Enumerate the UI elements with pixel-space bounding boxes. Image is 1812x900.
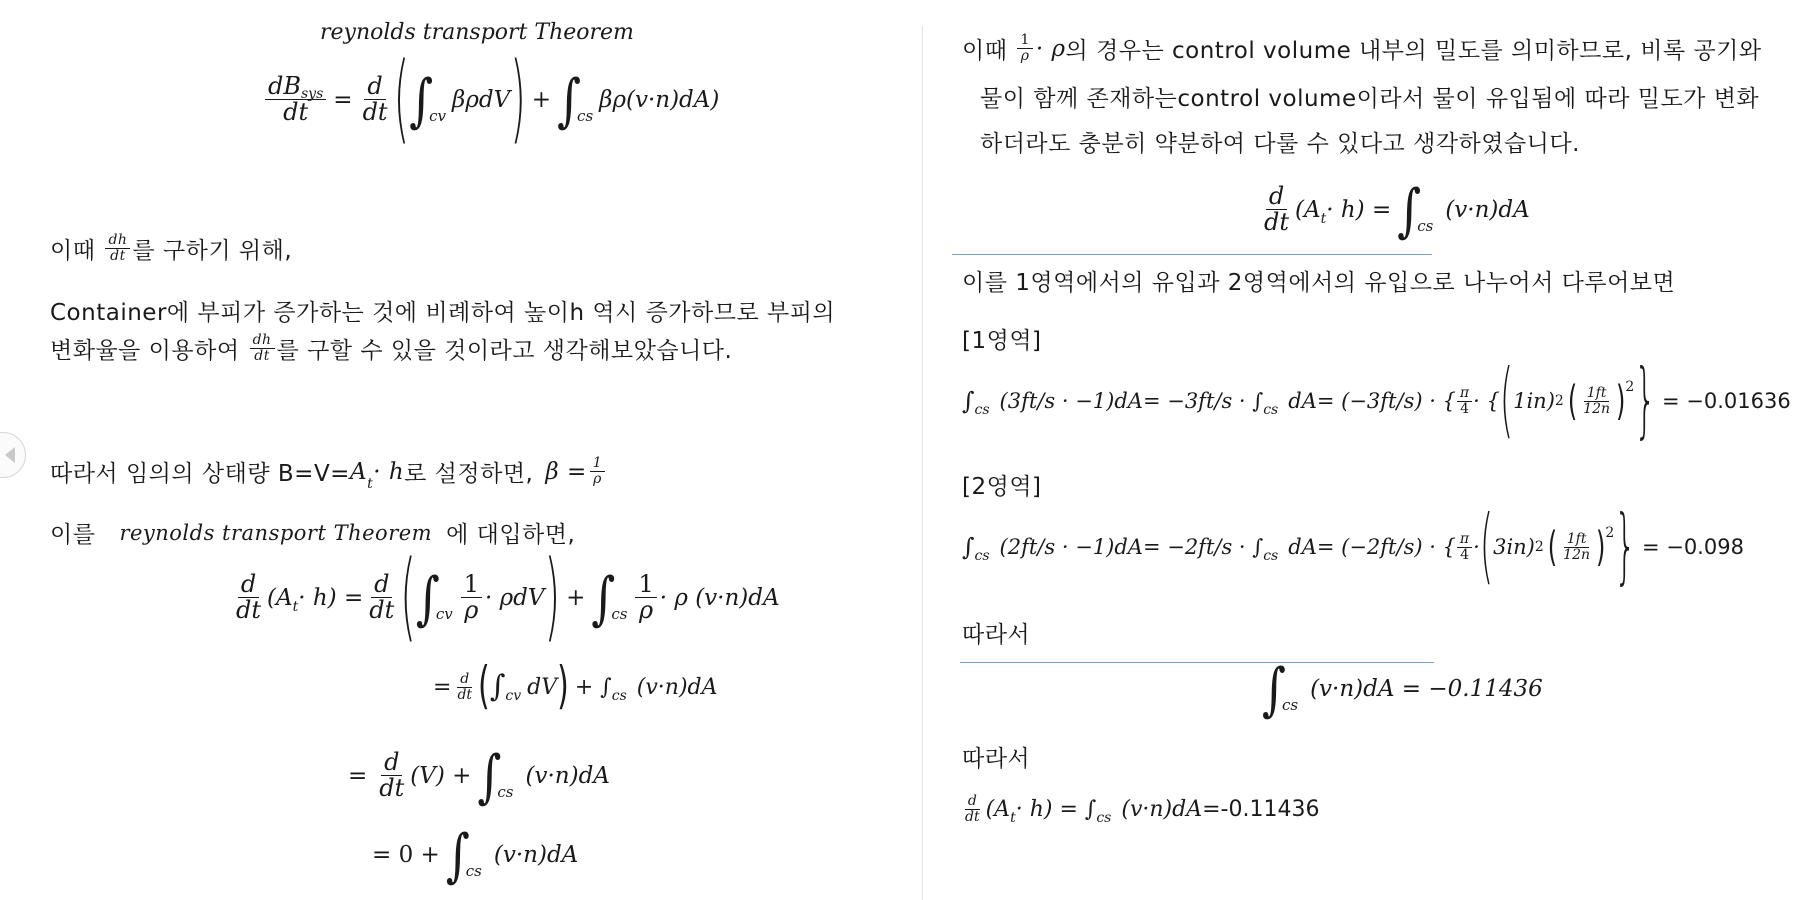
p4-theorem: reynolds transport Theorem xyxy=(119,520,433,545)
eq1-equals: = xyxy=(333,86,353,113)
eq2-int2-sub: cs xyxy=(611,604,628,623)
r1-pi-den: 4 xyxy=(1460,400,1469,417)
p4-prefix: 이를 xyxy=(50,522,96,548)
eq2-frac-den: ρ xyxy=(464,596,479,625)
req1-int-sub: cs xyxy=(1417,216,1434,235)
paragraph-split-regions: 이를 1영역에서의 유입과 2영역에서의 유입으로 나누어서 다루어보면 xyxy=(962,270,1676,296)
eq1-d-num: d xyxy=(364,74,385,100)
r2-conv-num: 1ft xyxy=(1564,532,1590,548)
p3-prefix: 따라서 임의의 상태량 B=V= xyxy=(50,461,350,487)
eq1-lhs-num: dB xyxy=(268,72,301,100)
r1-b-sub: cs xyxy=(1263,402,1279,418)
integral-sign: ∫ xyxy=(489,669,506,705)
paragraph-container-line1: Container에 부피가 증가하는 것에 비례하여 높이h 역시 증가하므로 부피의 xyxy=(50,300,836,326)
paragraph-state-variable xyxy=(50,455,608,492)
eq1-int1-body: βρdV xyxy=(452,86,511,113)
eq2-frac-num: 1 xyxy=(461,572,482,598)
r2-pi-den: 4 xyxy=(1460,546,1469,563)
eq2-plus: + xyxy=(566,584,586,611)
p3-expr: A xyxy=(349,458,368,485)
integral-sign: ∫ xyxy=(477,741,502,810)
eq1-int2-sub: cs xyxy=(577,106,594,125)
p2-frac-den: dt xyxy=(254,348,270,364)
eq2-int2-body: · ρ (v·n)dA xyxy=(659,584,780,611)
final-lhs-tail: · h) = ∫ xyxy=(1015,796,1097,822)
req1-lhs: (A xyxy=(1295,196,1321,223)
final-body: (v·n)dA= xyxy=(1121,796,1221,822)
integral-sign: ∫ xyxy=(557,65,582,134)
eq2-lhs-sub: t xyxy=(292,598,299,615)
eq2-int1-sub: cv xyxy=(435,604,453,623)
eq1-int2-body: βρ(v·n)dA) xyxy=(599,86,720,113)
r2-c: dA= (−2ft/s) · { xyxy=(1288,535,1456,559)
r2-sq: 2 xyxy=(1605,525,1615,541)
r1-a-sub: cs xyxy=(974,402,990,418)
eq3-lead: = xyxy=(433,674,452,700)
eq4-body: (v·n)dA xyxy=(525,762,610,789)
integral-sign: ∫ xyxy=(591,563,616,632)
rp1-expr: · ρ xyxy=(1035,35,1066,62)
equation-line-3: = $\frac{d}{dt}$ (V) + ∫ cs (v·n)dA xyxy=(348,741,610,810)
integral-sign: ∫ xyxy=(1397,175,1422,244)
req1-body: (v·n)dA xyxy=(1445,196,1530,223)
eq5-body: (v·n)dA xyxy=(493,842,579,868)
eq4-lead: = xyxy=(348,762,368,789)
r1-conv-den: 12n xyxy=(1583,400,1611,417)
r1-a: ∫ xyxy=(962,387,975,415)
eq3-int-sub: cv xyxy=(505,688,522,705)
r2-b: (2ft/s · −1)dA= −2ft/s · ∫ xyxy=(999,535,1264,559)
eq4-mid: (V) + xyxy=(410,762,472,789)
integral-sign: ∫ xyxy=(409,65,434,134)
eq1-int1-sub: cv xyxy=(429,106,447,125)
therefore-label-2: 따라서 xyxy=(962,746,1031,772)
chevron-left-icon xyxy=(3,446,17,464)
eq1-plus: + xyxy=(531,86,552,113)
volume-equation: $\frac{d}{dt}$ (A t · h) = ∫ cs (v·n)dA xyxy=(1264,175,1530,244)
equation-line-4 xyxy=(372,821,579,889)
rp1-frac-den: ρ xyxy=(1020,48,1030,64)
p4-suffix: 에 대입하면, xyxy=(446,522,576,548)
previous-page-button[interactable] xyxy=(0,432,26,478)
region-1-equation: ∫ cs (3ft/s · −1)dA= −3ft/s · ∫ cs dA= (−3ft/s) · { $\frac{\pi}{4}$ · { ( 1in) 2 ( $\frac{1ft}{12n}$ ) $^2$ } = −0.01636 xyxy=(962,353,1791,449)
sum-int-sub: cs xyxy=(1281,696,1299,714)
r1-pi-num: π xyxy=(1457,386,1472,402)
p1-prefix: 이때 xyxy=(50,238,96,264)
p1-frac-den: dt xyxy=(110,248,126,264)
rp1-line1-suffix: 의 경우는 control volume 내부의 밀도를 의미하므로, 비록 공기와 xyxy=(1065,38,1762,64)
section-rule-2 xyxy=(960,662,1434,663)
eq3-int-body: dV xyxy=(527,674,558,700)
r2-d: · xyxy=(1473,535,1480,559)
p3-expr-sub: t xyxy=(367,475,374,492)
eq4-int-sub: cs xyxy=(497,782,514,801)
p3-beta-den: ρ xyxy=(593,471,602,487)
eq2-int1-body: · ρdV xyxy=(485,584,545,611)
section-rule-1 xyxy=(952,254,1432,255)
page-divider xyxy=(922,26,923,900)
substituted-equation: $\frac{d}{dt}$ (A t · h) = $\frac{d}{dt}$ ( ∫ cv $\frac{1}{\rho}$ · ρdV ) + ∫ cs $\frac{1}{\rho}$ · ρ (v·n)dA xyxy=(236,542,780,653)
eq1-lhs-den: dt xyxy=(283,98,309,127)
req1-lhs-tail: · h) = xyxy=(1326,196,1392,223)
r1-b: (3ft/s · −1)dA= −3ft/s · ∫ xyxy=(999,389,1264,413)
p3-expr-tail: · h xyxy=(373,458,405,485)
r1-c: dA= (−3ft/s) · { xyxy=(1288,389,1456,413)
p2-prefix: 변화율을 이용하여 xyxy=(50,338,240,364)
theorem-title: reynolds transport Theorem xyxy=(320,20,634,45)
eq3-tail-sub: cs xyxy=(611,688,627,705)
paragraph-density-line2: 물이 함께 존재하는control volume이라서 물이 유입됨에 따라 밀도가 변화 xyxy=(980,86,1760,112)
p1-suffix: 를 구하기 위해, xyxy=(132,238,293,264)
eq3-tail-body: (v·n)dA xyxy=(636,674,718,700)
eq5-int-sub: cs xyxy=(465,862,482,880)
eq2-lhs: (A xyxy=(267,584,293,611)
final-frac-den: dt xyxy=(965,808,980,825)
r2-pi-num: π xyxy=(1457,532,1472,548)
r1-d: · { xyxy=(1473,389,1500,413)
r1-sq: 2 xyxy=(1625,379,1635,395)
r1-result: = −0.01636 xyxy=(1661,389,1791,413)
rp1-frac-num: 1 xyxy=(1017,33,1032,49)
integral-sign: ∫ xyxy=(962,533,975,561)
r2-e: 3in) xyxy=(1493,535,1535,559)
paragraph-substitute xyxy=(50,516,575,549)
final-lhs-sub: t xyxy=(1010,810,1016,827)
paragraph-density-line3: 하더라도 충분히 약분하여 다룰 수 있다고 생각하였습니다. xyxy=(980,131,1580,157)
eq1-d-den: dt xyxy=(362,98,388,127)
r1-e-sup: 2 xyxy=(1554,393,1564,409)
r2-b-sub: cs xyxy=(1263,548,1279,564)
p3-suffix: 로 설정하면, xyxy=(404,461,534,487)
final-int-sub: cs xyxy=(1096,810,1112,827)
integral-sign: ∫ xyxy=(1262,655,1286,723)
r1-e: 1in) xyxy=(1513,389,1555,413)
r2-conv-den: 12n xyxy=(1563,546,1591,563)
p3-beta-num: 1 xyxy=(590,456,605,472)
sum-body: (v·n)dA = −0.11436 xyxy=(1310,676,1543,702)
integral-sign: ∫ xyxy=(415,563,440,632)
final-equation xyxy=(962,793,1320,827)
eq3-tail: + ∫ xyxy=(574,674,612,700)
eq1-lhs-sub: sys xyxy=(301,86,324,102)
rp1-prefix: 이때 xyxy=(962,38,1008,64)
region-2-equation: ∫ cs (2ft/s · −1)dA= −2ft/s · ∫ cs dA= (−2ft/s) · { $\frac{\pi}{4}$ · ( 3in) 2 ( $\frac{1ft}{12n}$ ) $^2$ } = −0.098 xyxy=(962,499,1744,595)
integral-sign: ∫ xyxy=(445,821,470,889)
p3-beta: β = xyxy=(545,458,587,485)
final-value: -0.11436 xyxy=(1220,796,1320,822)
region-1-label: [1영역] xyxy=(962,328,1042,354)
paragraph-dh-dt xyxy=(50,232,292,265)
paragraph-density-line1 xyxy=(962,32,1762,65)
r2-e-sup: 2 xyxy=(1534,539,1544,555)
r1-conv-num: 1ft xyxy=(1584,386,1610,402)
paragraph-container-line2 xyxy=(50,332,732,365)
p2-suffix: 를 구할 수 있을 것이라고 생각해보았습니다. xyxy=(276,338,733,364)
sum-equation xyxy=(1262,655,1543,723)
p2-frac-num: dh xyxy=(250,333,275,349)
r2-result: = −0.098 xyxy=(1641,535,1744,559)
equation-line-2: = $\frac{d}{dt}$ ( ∫ cv dV ) + ∫ cs (v·n)dA xyxy=(433,656,718,717)
rtt-equation: $\frac{\text{dBsys}}{dt}$ = $\frac{d}{dt}$ ( ∫ cv βρdV ) + ∫ cs βρ(v·n)dA) xyxy=(262,74,719,125)
final-lhs: (A xyxy=(985,796,1011,822)
req1-lhs-sub: t xyxy=(1320,210,1327,227)
p1-frac-num: dh xyxy=(105,233,130,249)
final-frac-num: d xyxy=(965,794,980,810)
eq5-lead: = 0 + xyxy=(372,842,440,868)
region-2-label: [2영역] xyxy=(962,474,1042,500)
therefore-label-1: 따라서 xyxy=(962,622,1031,648)
eq2-lhs-tail: · h) = xyxy=(298,584,364,611)
